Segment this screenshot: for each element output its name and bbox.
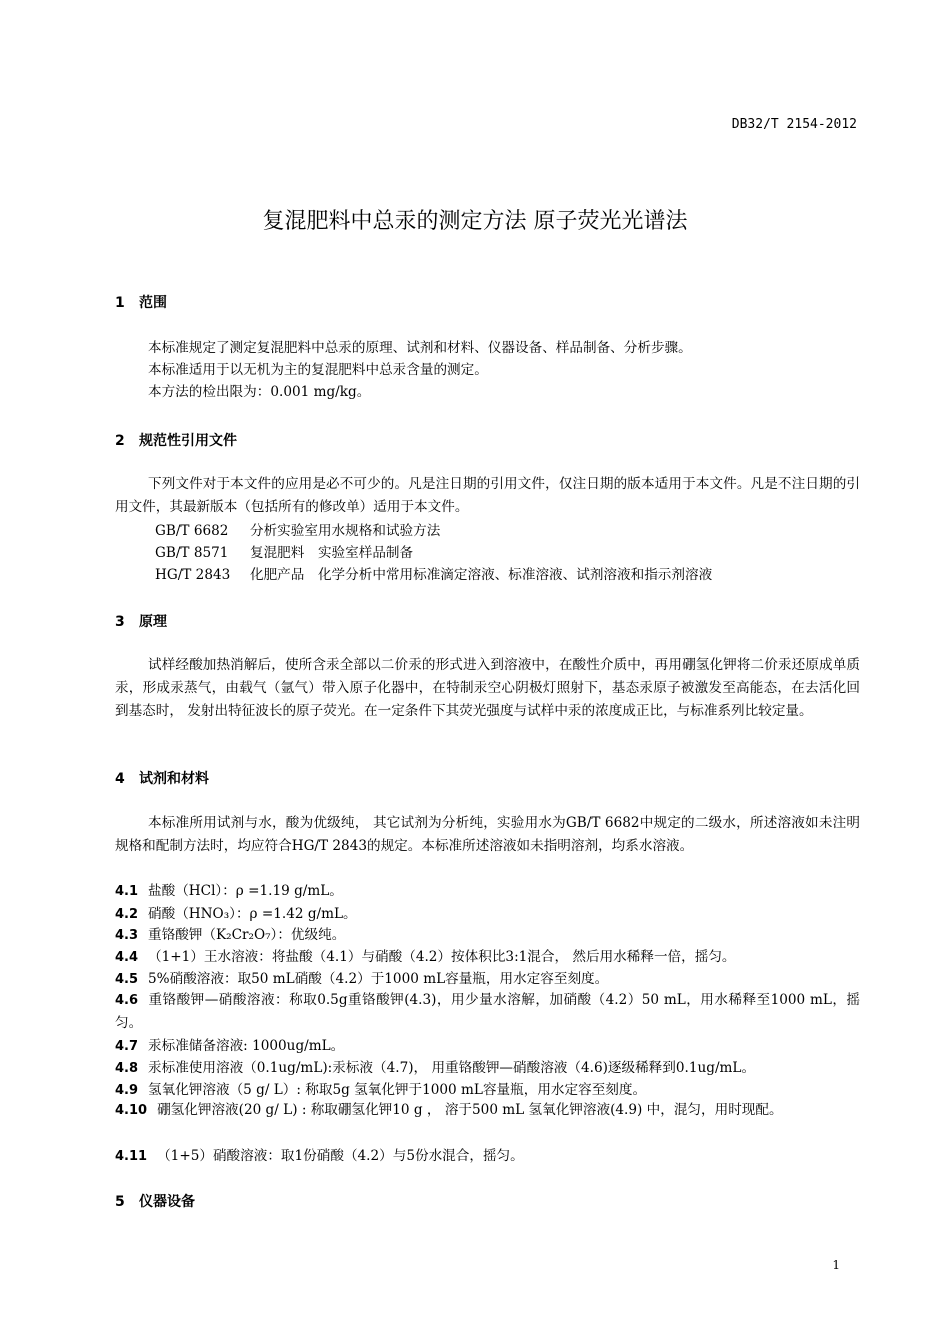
principle-text: 试样经酸加热消解后，使所含汞全部以二价汞的形式进入到溶液中，在酸性介质中，再用硼氢化钾将二价汞还原成单质汞，形成汞蒸气，由载气（氩气）带入原子化器中，在特制汞空心阴极灯照射下，基态汞原子被激发至高能态，在去活化回到基态时， 发射出特征波长的原子荧光。在一定条件下其荧光强度与试样中汞的浓度成正比，与标准系列比较定量。 xyxy=(115,657,860,719)
clause-number: 4.6 xyxy=(115,993,139,1008)
reference-code: HG/T 2843 xyxy=(155,567,231,583)
section-2-heading xyxy=(115,430,237,450)
clause-item xyxy=(115,1078,646,1098)
reference-item xyxy=(155,541,413,561)
scope-line-3: 本方法的检出限为：0.001 mg/kg。 xyxy=(148,384,371,400)
section-number: 5 xyxy=(115,1194,125,1210)
scope-line-2: 本标准适用于以无机为主的复混肥料中总汞含量的测定。 xyxy=(148,362,488,378)
clause-text: 盐酸（HCl）：ρ =1.19 g/mL。 xyxy=(148,883,343,899)
document-code: DB32/T 2154-2012 xyxy=(731,117,857,132)
clause-text: （1+1）王水溶液：将盐酸（4.1）与硝酸（4.2）按体积比3:1混合， 然后用水稀释一倍，摇匀。 xyxy=(148,949,736,965)
clause-item xyxy=(115,1099,860,1122)
clause-text: 硼氢化钾溶液(20 g/ L) : 称取硼氢化钾10 g ， 溶于500 mL 氢氧化钾溶液(4.9) 中，混匀，用时现配。 xyxy=(157,1102,783,1118)
clause-number: 4.5 xyxy=(115,972,139,987)
clause-item xyxy=(115,1144,524,1164)
clause-text: 重铬酸钾（K₂Cr₂O₇）：优级纯。 xyxy=(148,927,346,943)
section-1-heading xyxy=(115,292,167,312)
section-title: 仪器设备 xyxy=(139,1194,195,1210)
clause-number: 4.8 xyxy=(115,1061,139,1076)
section-title: 试剂和材料 xyxy=(139,771,209,787)
references-intro: 下列文件对于本文件的应用是必不可少的。凡是注日期的引用文件，仅注日期的版本适用于本文件。凡是不注日期的引用文件，其最新版本（包括所有的修改单）适用于本文件。 xyxy=(115,476,860,515)
clause-item xyxy=(115,967,608,987)
clause-number: 4.11 xyxy=(115,1149,148,1164)
clause-number: 4.10 xyxy=(115,1103,148,1118)
reference-code: GB/T 8571 xyxy=(155,545,229,561)
clause-item xyxy=(115,1034,344,1054)
section-number: 3 xyxy=(115,614,125,630)
clause-number: 4.9 xyxy=(115,1083,139,1098)
section-3-heading xyxy=(115,611,167,631)
section-title: 原理 xyxy=(139,614,167,630)
section-number: 2 xyxy=(115,433,125,449)
clause-text: 硝酸（HNO₃）：ρ =1.42 g/mL。 xyxy=(148,906,357,922)
clause-item xyxy=(115,923,345,943)
section-5-heading xyxy=(115,1191,195,1211)
clause-text: 5%硝酸溶液：取50 mL硝酸（4.2）于1000 mL容量瓶，用水定容至刻度。 xyxy=(148,971,609,987)
page-number: 1 xyxy=(832,1258,840,1272)
section-number: 4 xyxy=(115,771,125,787)
document-title: 复混肥料中总汞的测定方法 原子荧光光谱法 xyxy=(262,209,688,234)
clause-number: 4.3 xyxy=(115,928,139,943)
reference-item xyxy=(155,519,440,539)
section-title: 规范性引用文件 xyxy=(139,433,237,449)
clause-number: 4.2 xyxy=(115,907,139,922)
section-title: 范围 xyxy=(139,295,167,311)
section-number: 1 xyxy=(115,295,125,311)
reference-title: 复混肥料 实验室样品制备 xyxy=(250,545,414,561)
clause-item xyxy=(115,1056,755,1076)
clause-text: 重铬酸钾—硝酸溶液：称取0.5g重铬酸钾(4.3)，用少量水溶解，加硝酸（4.2）50 mL，用水稀释至1000 mL，摇匀。 xyxy=(115,992,860,1031)
reference-item xyxy=(155,563,712,583)
clause-item xyxy=(115,879,343,899)
clause-number: 4.7 xyxy=(115,1039,139,1054)
clause-text: 氢氧化钾溶液（5 g/ L）: 称取5g 氢氧化钾于1000 mL容量瓶，用水定容至刻度。 xyxy=(148,1082,647,1098)
reference-title: 化肥产品 化学分析中常用标准滴定溶液、标准溶液、试剂溶液和指示剂溶液 xyxy=(250,567,713,583)
clause-text: （1+5）硝酸溶液：取1份硝酸（4.2）与5份水混合，摇匀。 xyxy=(157,1148,524,1164)
reagents-intro: 本标准所用试剂与水，酸为优级纯， 其它试剂为分析纯，实验用水为GB/T 6682中规定的二级水，所述溶液如未注明规格和配制方法时，均应符合HG/T 2843的规定。本标准所述溶液如未指明溶剂，均系水溶液。 xyxy=(115,815,860,854)
reference-title: 分析实验室用水规格和试验方法 xyxy=(250,523,441,539)
clause-text: 汞标准储备溶液: 1000ug/mL。 xyxy=(148,1038,345,1054)
clause-number: 4.4 xyxy=(115,950,139,965)
clause-item xyxy=(115,989,860,1035)
clause-text: 汞标准使用溶液（0.1ug/mL):汞标液（4.7)， 用重铬酸钾—硝酸溶液（4.6)逐级稀释到0.1ug/mL。 xyxy=(148,1060,756,1076)
clause-item xyxy=(115,945,736,965)
section-4-heading xyxy=(115,768,209,788)
scope-line-1: 本标准规定了测定复混肥料中总汞的原理、试剂和材料、仪器设备、样品制备、分析步骤。 xyxy=(148,340,692,356)
clause-item xyxy=(115,902,357,922)
clause-number: 4.1 xyxy=(115,884,139,899)
reference-code: GB/T 6682 xyxy=(155,523,229,539)
